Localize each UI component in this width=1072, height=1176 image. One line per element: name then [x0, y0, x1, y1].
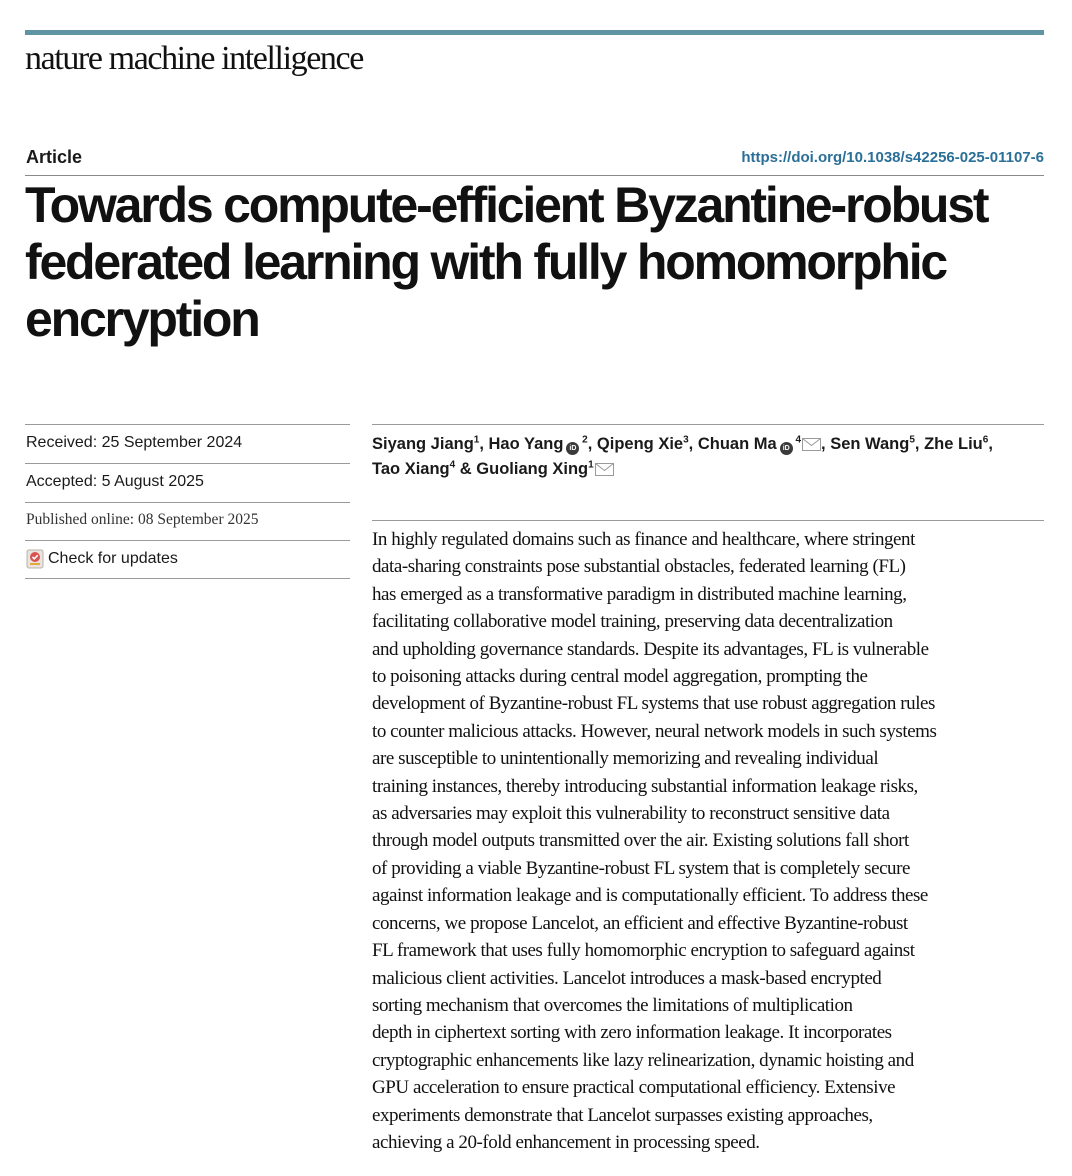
- author-separator: ,: [479, 435, 489, 453]
- paper-title-line: Towards compute-efficient Byzantine-robust: [25, 177, 988, 233]
- affiliation-marker[interactable]: 1: [473, 434, 480, 446]
- affiliation-marker[interactable]: 6: [982, 434, 989, 446]
- affiliation-marker[interactable]: 5: [909, 434, 915, 446]
- abstract-line: cryptographic enhancements like lazy relinearization, dynamic hoisting and: [372, 1049, 914, 1071]
- abstract-line: against information leakage and is computationally efficient. To address these: [372, 885, 928, 907]
- doi-link[interactable]: https://doi.org/10.1038/s42256-025-01107-6: [741, 149, 1044, 166]
- abstract-line: GPU acceleration to ensure practical computational efficiency. Extensive: [372, 1077, 896, 1099]
- published-date: Published online: 08 September 2025: [26, 511, 259, 528]
- author-label: Zhe Liu: [924, 435, 983, 453]
- meta-divider: [25, 578, 350, 579]
- abstract-line: and upholding governance standards. Despite its advantages, FL is vulnerable: [372, 638, 929, 660]
- author-list: [372, 432, 1044, 482]
- abstract-line: achieving a 20-fold enhancement in processing speed.: [372, 1131, 760, 1153]
- authors-divider: [372, 424, 1044, 425]
- meta-divider: [25, 424, 350, 425]
- author-name[interactable]: [489, 435, 588, 453]
- abstract-line: training instances, thereby introducing substantial information leakage risks,: [372, 775, 918, 797]
- paper-title-line: encryption: [25, 291, 259, 347]
- author-separator: ,: [821, 435, 831, 453]
- abstract-line: depth in ciphertext sorting with zero information leakage. It incorporates: [372, 1022, 892, 1044]
- author-separator: &: [455, 460, 477, 478]
- author-separator: ,: [587, 435, 597, 453]
- paper-title-line: federated learning with fully homomorphic: [25, 234, 947, 290]
- author-label: Chuan Ma: [697, 435, 777, 453]
- author-label: Sen Wang: [830, 435, 910, 453]
- affiliation-marker[interactable]: 3: [683, 434, 689, 446]
- journal-logo[interactable]: nature machine intelligence: [25, 40, 363, 77]
- envelope-icon[interactable]: [802, 438, 821, 451]
- orcid-icon[interactable]: iD: [566, 442, 579, 455]
- author-separator: ,: [688, 435, 698, 453]
- abstract-line: development of Byzantine-robust FL systems that use robust aggregation rules: [372, 693, 935, 715]
- meta-divider: [25, 463, 350, 464]
- meta-divider: [25, 540, 350, 541]
- received-date: Received: 25 September 2024: [26, 434, 243, 451]
- abstract-line: of providing a viable Byzantine-robust FL system that is completely secure: [372, 857, 910, 879]
- affiliation-marker[interactable]: 2: [579, 434, 588, 446]
- abstract-line: data-sharing constraints pose substantial obstacles, federated learning (FL): [372, 556, 906, 578]
- abstract: [372, 526, 1052, 1156]
- abstract-line: has emerged as a transformative paradigm in distributed machine learning,: [372, 583, 907, 605]
- author-name[interactable]: [597, 435, 689, 453]
- abstract-line: to poisoning attacks during central model aggregation, prompting the: [372, 666, 868, 688]
- author-label: Guoliang Xing: [476, 460, 589, 478]
- affiliation-marker[interactable]: 4: [449, 459, 456, 471]
- accepted-date: Accepted: 5 August 2025: [26, 473, 204, 490]
- abstract-line: are susceptible to unintentionally memorizing and revealing individual: [372, 748, 879, 770]
- journal-accent-bar: [25, 30, 1044, 35]
- abstract-divider: [372, 520, 1044, 521]
- affiliation-marker[interactable]: 4: [792, 434, 802, 446]
- author-label: Tao Xiang: [372, 460, 450, 478]
- abstract-line: through model outputs transmitted over the air. Existing solutions fall short: [372, 830, 909, 852]
- abstract-line: experiments demonstrate that Lancelot surpasses existing approaches,: [372, 1104, 873, 1126]
- author-separator: ,: [914, 435, 925, 453]
- abstract-line: malicious client activities. Lancelot introduces a mask-based encrypted: [372, 967, 882, 989]
- author-name[interactable]: [830, 435, 915, 453]
- affiliation-marker[interactable]: 1: [588, 459, 594, 471]
- abstract-line: facilitating collaborative model training, preserving data decentralization: [372, 611, 893, 633]
- meta-divider: [25, 502, 350, 503]
- article-type-label: Article: [26, 147, 83, 167]
- check-for-updates-button[interactable]: [26, 549, 178, 569]
- abstract-line: FL framework that uses fully homomorphic encryption to safeguard against: [372, 940, 915, 962]
- abstract-line: sorting mechanism that overcomes the limitations of multiplication: [372, 994, 853, 1016]
- abstract-line: concerns, we propose Lancelot, an efficient and effective Byzantine-robust: [372, 912, 908, 934]
- author-name[interactable]: [372, 460, 455, 478]
- author-name[interactable]: [476, 460, 613, 478]
- abstract-line: In highly regulated domains such as finance and healthcare, where stringent: [372, 529, 915, 550]
- author-name[interactable]: [924, 435, 988, 453]
- author-name[interactable]: [372, 435, 479, 453]
- orcid-icon[interactable]: iD: [780, 442, 793, 455]
- paper-title: [25, 177, 1050, 348]
- author-separator: ,: [988, 435, 993, 453]
- abstract-line: to counter malicious attacks. However, neural network models in such systems: [372, 720, 937, 742]
- author-label: Hao Yang: [488, 435, 564, 453]
- check-updates-icon: [26, 549, 44, 569]
- envelope-icon[interactable]: [595, 463, 614, 476]
- author-name[interactable]: [698, 435, 821, 453]
- abstract-line: as adversaries may exploit this vulnerability to reconstruct sensitive data: [372, 803, 890, 825]
- header-divider: [25, 175, 1044, 176]
- author-label: Qipeng Xie: [596, 435, 684, 453]
- author-label: Siyang Jiang: [372, 435, 474, 453]
- check-for-updates-label: Check for updates: [48, 550, 178, 567]
